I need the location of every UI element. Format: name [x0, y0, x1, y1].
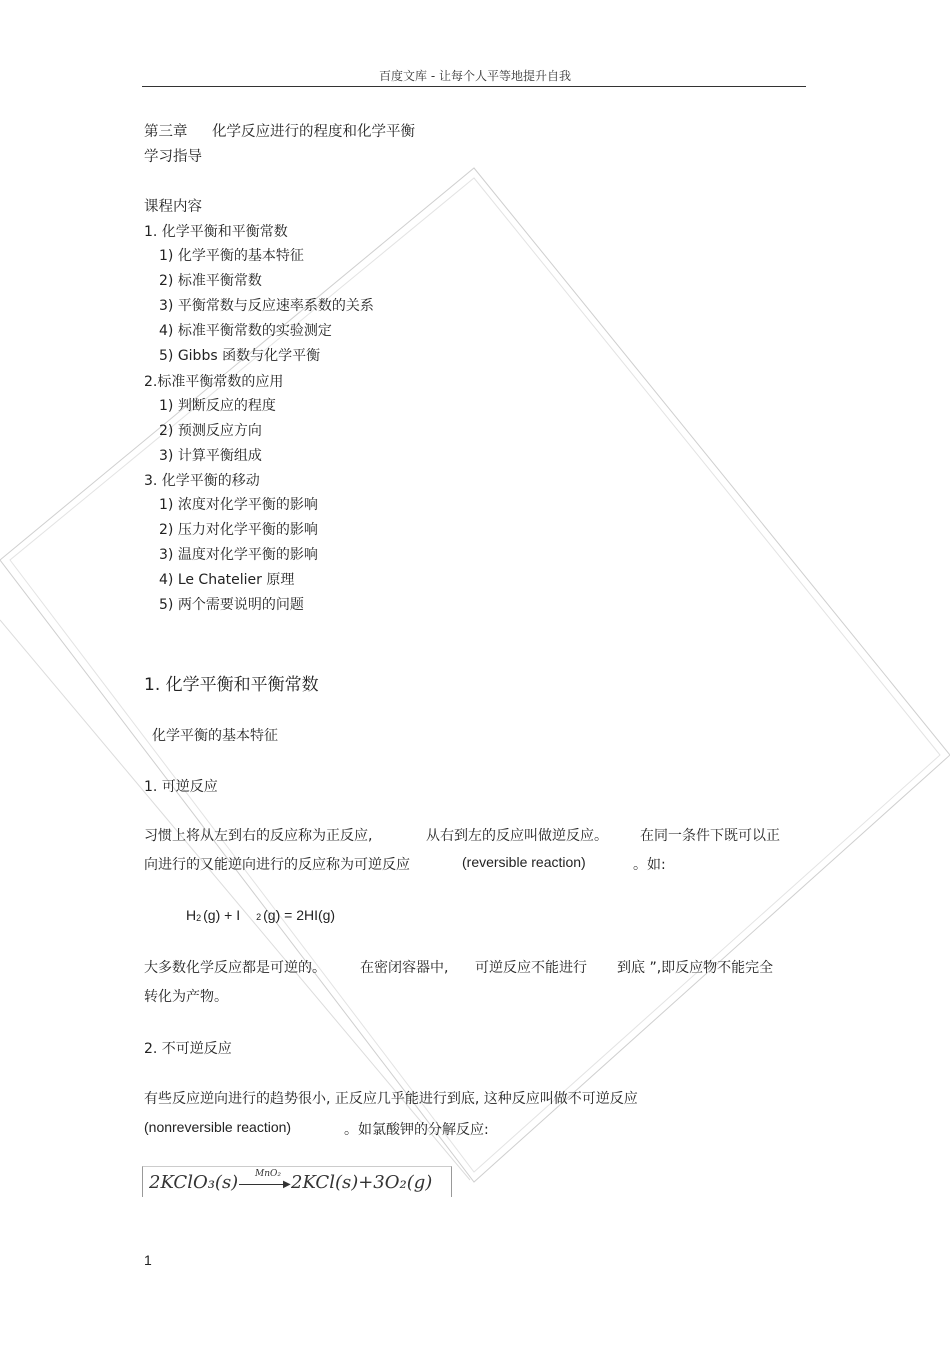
- subtitle: 学习指导: [144, 149, 202, 165]
- paragraph-text: 到底 ”,即反应物不能完全: [617, 960, 774, 976]
- toc-item: 5) Gibbs 函数与化学平衡: [159, 348, 321, 364]
- sub-heading: 化学平衡的基本特征: [152, 728, 278, 744]
- paragraph-text: 转化为产物。: [144, 989, 228, 1005]
- paragraph-text: 。如氯酸钾的分解反应:: [344, 1122, 489, 1138]
- toc-item: 2) 预测反应方向: [159, 423, 262, 439]
- irreversible-heading: 2. 不可逆反应: [144, 1041, 232, 1057]
- page-number: 1: [144, 1252, 152, 1268]
- reversible-heading: 1. 可逆反应: [144, 779, 218, 795]
- toc-item: 3) 温度对化学平衡的影响: [159, 547, 318, 563]
- equation-h2-i2: H2 (g) + I 2 (g) = 2HI(g): [186, 907, 336, 923]
- toc-section-title: 1. 化学平衡和平衡常数: [144, 224, 288, 240]
- paragraph-text: 可逆反应不能进行: [475, 960, 587, 976]
- toc-item: 4) Le Chatelier 原理: [159, 572, 295, 588]
- chapter-title: 化学反应进行的程度和化学平衡: [212, 124, 415, 140]
- toc-heading: 课程内容: [144, 199, 202, 215]
- paragraph-text: 习惯上将从左到右的反应称为正反应,: [144, 828, 373, 844]
- toc-item: 2) 压力对化学平衡的影响: [159, 522, 318, 538]
- toc-item: 1) 浓度对化学平衡的影响: [159, 497, 318, 513]
- section-heading: 1. 化学平衡和平衡常数: [144, 675, 319, 695]
- reaction-arrow: [239, 1184, 289, 1185]
- paragraph-text: 在密闭容器中,: [360, 960, 449, 976]
- arrow-head-icon: ▶: [283, 1179, 291, 1190]
- paragraph-text: 。如:: [633, 857, 666, 873]
- toc-item: 5) 两个需要说明的问题: [159, 597, 304, 613]
- toc-item: 3) 平衡常数与反应速率系数的关系: [159, 298, 374, 314]
- page-header: 百度文库 - 让每个人平等地提升自我: [379, 69, 571, 83]
- kclo3-decomposition-formula: [142, 1166, 452, 1197]
- paragraph-text: 大多数化学反应都是可逆的。: [144, 960, 326, 976]
- toc-item: 2) 标准平衡常数: [159, 273, 262, 289]
- paragraph-text: (reversible reaction): [462, 854, 586, 870]
- toc-item: 1) 化学平衡的基本特征: [159, 248, 304, 264]
- toc-item: 4) 标准平衡常数的实验测定: [159, 323, 332, 339]
- toc-item: 1) 判断反应的程度: [159, 398, 276, 414]
- formula-products: 2KCl(s)+3O₂(g): [291, 1172, 433, 1193]
- formula-catalyst: MnO₂: [255, 1169, 281, 1179]
- paragraph-text: 向进行的又能逆向进行的反应称为可逆反应: [144, 857, 410, 873]
- paragraph-text: (nonreversible reaction): [144, 1119, 292, 1135]
- toc-item: 3) 计算平衡组成: [159, 448, 262, 464]
- chapter-label: 第三章: [144, 124, 188, 140]
- paragraph-text: 有些反应逆向进行的趋势很小, 正反应几乎能进行到底, 这种反应叫做不可逆反应: [144, 1091, 638, 1107]
- paragraph-text: 从右到左的反应叫做逆反应。: [426, 828, 608, 844]
- header-rule: [142, 86, 806, 87]
- toc-section-title: 2.标准平衡常数的应用: [144, 374, 284, 390]
- toc-section-title: 3. 化学平衡的移动: [144, 473, 260, 489]
- formula-reactants: 2KClO₃(s): [149, 1172, 239, 1193]
- paragraph-text: 在同一条件下既可以正: [640, 828, 780, 844]
